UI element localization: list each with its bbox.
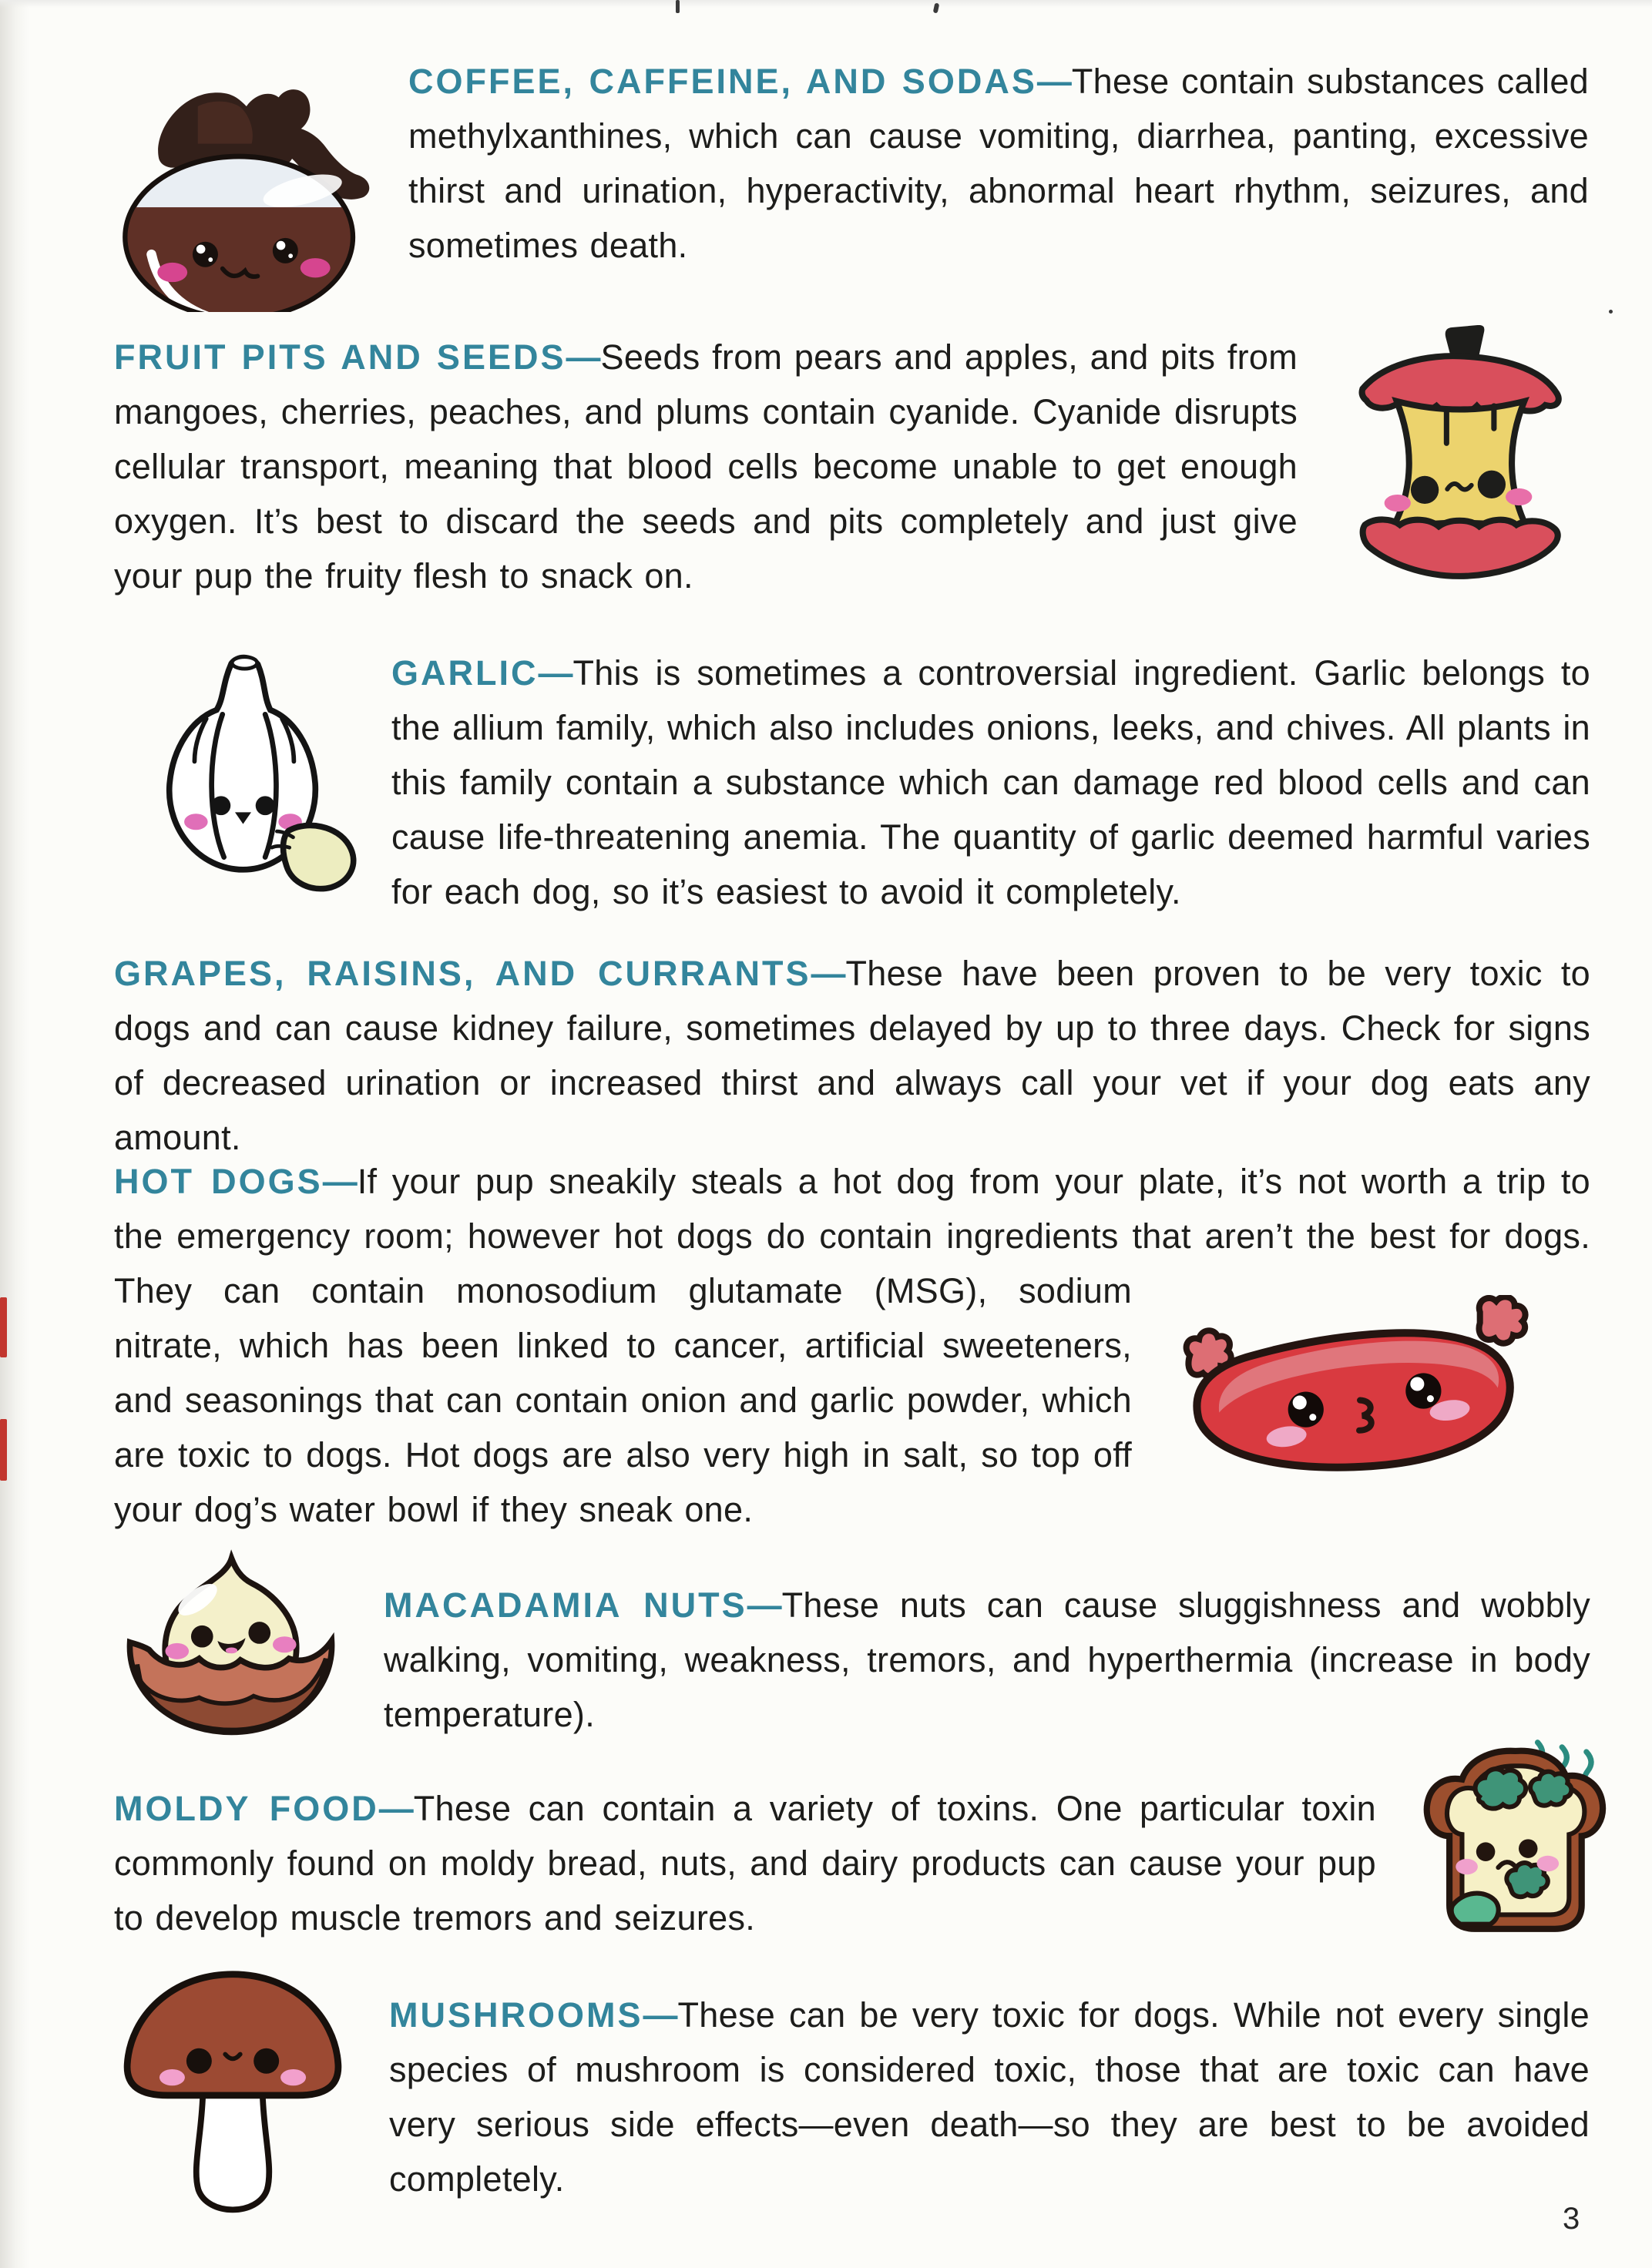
scan-artifact bbox=[676, 0, 680, 13]
section-body: These can be very toxic for dogs. While not every single species of mushroom is considered toxic, those that are toxic can have very serious side effects—even death—so they are best to be avoided completely. bbox=[389, 1995, 1590, 2199]
hot-dog-icon bbox=[1167, 1295, 1538, 1551]
heading-dash: — bbox=[538, 653, 573, 693]
section-garlic bbox=[391, 646, 1590, 919]
page-number: 3 bbox=[1563, 2202, 1580, 2236]
section-coffee bbox=[408, 54, 1589, 273]
section-hot-dogs bbox=[114, 1154, 1590, 1560]
heading-dash: — bbox=[643, 1995, 678, 2035]
heading-dash: — bbox=[811, 954, 846, 993]
section-body: Seeds from pears and apples, and pits from mangoes, cherries, peaches, and plums contain cyanide. Cyanide disrupts cellular transport, meaning that blood cells become unable to get enough oxygen. It’s best to discard the seeds and pits completely and just give your pup the fruity flesh to snack on. bbox=[114, 337, 1298, 596]
section-moldy-food bbox=[114, 1781, 1590, 1983]
heading-dash: — bbox=[747, 1585, 782, 1625]
apple-core-icon bbox=[1330, 325, 1590, 581]
section-mushrooms bbox=[389, 1988, 1590, 2206]
section-heading: GRAPES, RAISINS, AND CURRANTS bbox=[114, 954, 811, 993]
scan-artifact bbox=[0, 1419, 7, 1481]
heading-dash: — bbox=[378, 1789, 414, 1828]
section-heading: MACADAMIA NUTS bbox=[384, 1585, 747, 1625]
moldy-bread-icon bbox=[1409, 1716, 1629, 1975]
scan-edge-shadow bbox=[0, 0, 29, 2268]
garlic-icon bbox=[119, 636, 366, 901]
scan-artifact bbox=[933, 3, 940, 14]
heading-dash: — bbox=[322, 1162, 358, 1201]
section-heading: MUSHROOMS bbox=[389, 1995, 643, 2035]
macadamia-nut-icon bbox=[108, 1547, 354, 1766]
scan-artifact bbox=[1609, 310, 1613, 314]
section-heading: GARLIC bbox=[391, 653, 539, 693]
heading-dash: — bbox=[1036, 62, 1072, 101]
scan-edge-shadow-top bbox=[0, 0, 1652, 8]
section-body: These can contain a variety of toxins. One particular toxin commonly found on moldy bread, nuts, and dairy products can cause your pup to develop muscle tremors and seizures. bbox=[114, 1789, 1377, 1938]
section-body: These have been proven to be very toxic to dogs and can cause kidney failure, sometimes delayed by up to three days. Check for signs of decreased urination or increased thirst and always call your vet if your dog eats any amount. bbox=[114, 954, 1590, 1157]
section-grapes bbox=[114, 946, 1590, 1165]
coffee-pot-icon bbox=[108, 54, 378, 312]
mushroom-icon bbox=[108, 1963, 358, 2248]
scan-artifact bbox=[0, 1297, 7, 1357]
section-heading: FRUIT PITS AND SEEDS bbox=[114, 337, 566, 377]
section-heading: HOT DOGS bbox=[114, 1162, 323, 1201]
heading-dash: — bbox=[566, 337, 601, 377]
section-fruit-pits bbox=[114, 330, 1590, 603]
section-body: This is sometimes a controversial ingredient. Garlic belongs to the allium family, which also includes onions, leeks, and chives. All plants in this family contain a substance which can damage red blood cells and can cause life-threatening anemia. The quantity of garlic deemed harmful varies for each dog, so it’s easiest to avoid it completely. bbox=[391, 653, 1590, 911]
section-body: If your pup sneakily steals a hot dog from your plate, it’s not worth a trip to the emergency room; however hot dogs do contain ingredients that aren’t the best for dogs. They can contain monosodium glutamate (MSG), sodium nitrate, which has been linked to cancer, artificial sweeteners, and seasonings that can contain onion and garlic powder, which are toxic to dogs. Hot dogs are also very high in salt, so top off your dog’s water bowl if they sneak one. bbox=[114, 1162, 1590, 1529]
section-body: These contain substances called methylxanthines, which can cause vomiting, diarrhea, panting, excessive thirst and urination, hyperactivity, abnormal heart rhythm, seizures, and sometimes death. bbox=[408, 62, 1589, 265]
section-heading: COFFEE, CAFFEINE, AND SODAS bbox=[408, 62, 1037, 101]
section-heading: MOLDY FOOD bbox=[114, 1789, 379, 1828]
section-body: These nuts can cause sluggishness and wobbly walking, vomiting, weakness, tremors, and hyperthermia (increase in body temperature). bbox=[384, 1585, 1590, 1734]
